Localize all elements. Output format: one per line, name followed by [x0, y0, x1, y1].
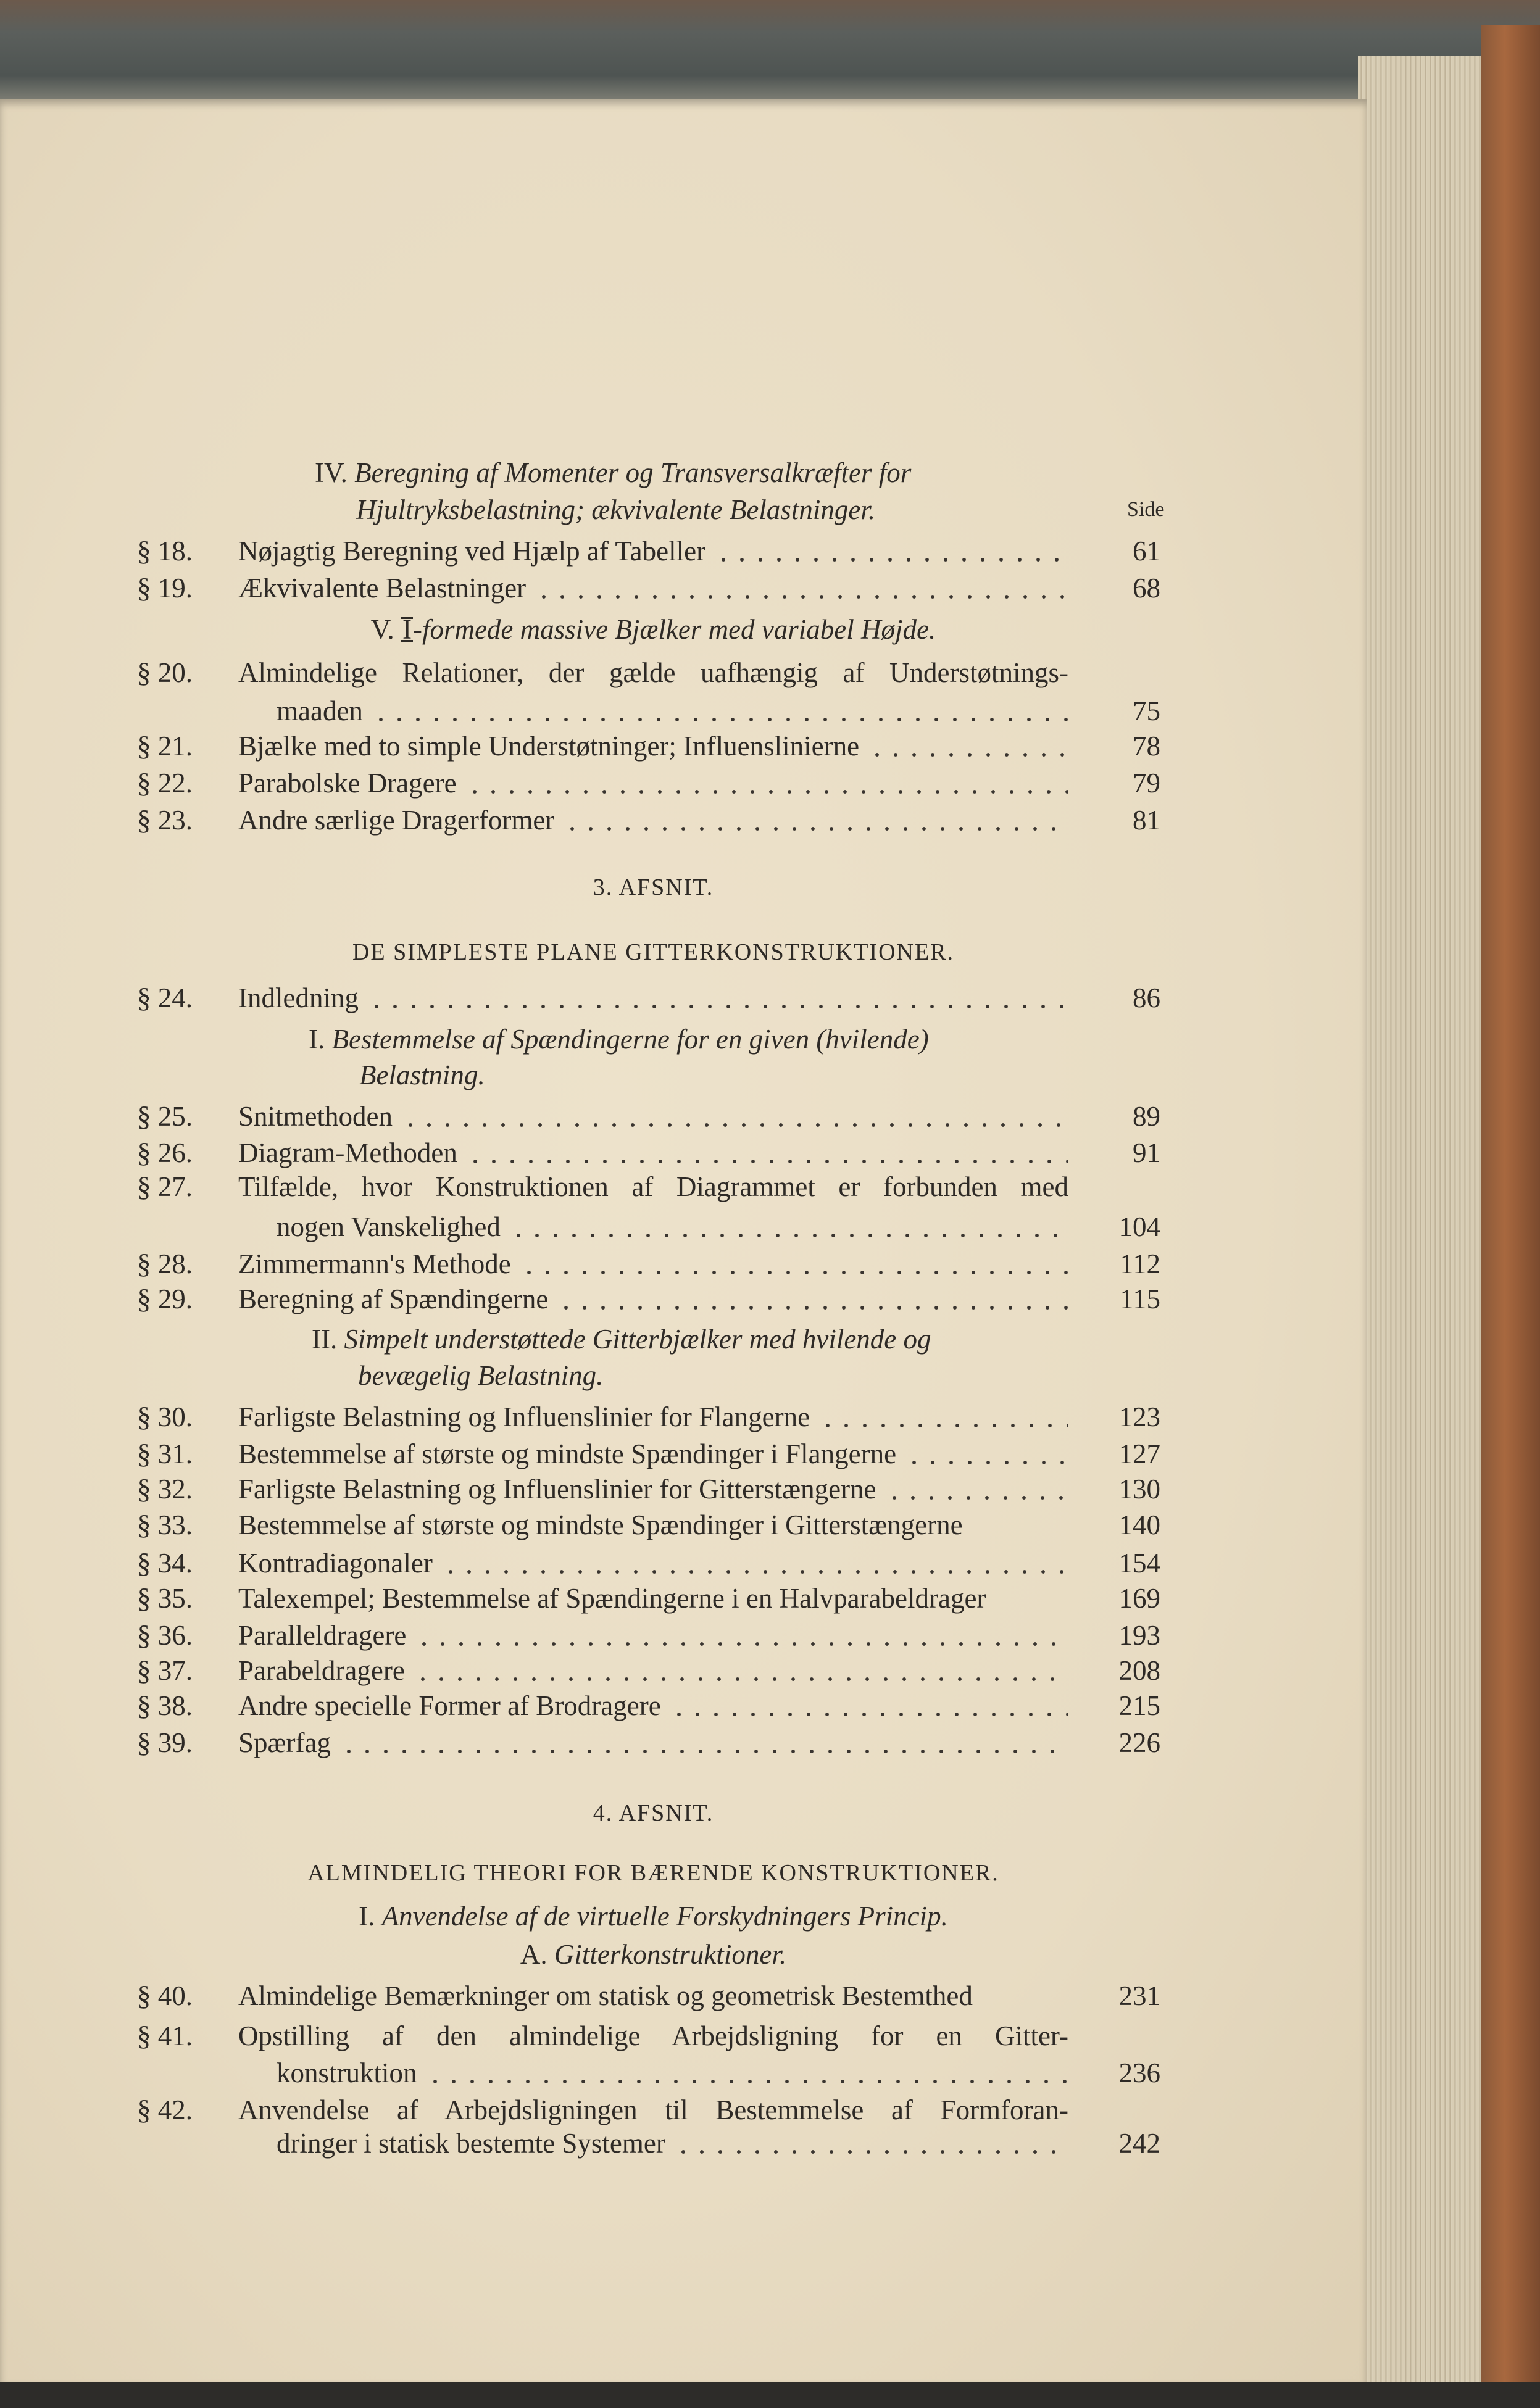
entry-line	[238, 1581, 1068, 1616]
toc-entry	[0, 1282, 1173, 1316]
entry-line	[277, 1210, 1068, 1244]
entry-line	[238, 1099, 1068, 1134]
toc-entry	[0, 1169, 1173, 1204]
entry-text: Ækvivalente Belastninger	[238, 573, 527, 604]
entry-text: Simpelt understøttede Gitterbjælker med hvilende og	[344, 1324, 931, 1355]
section-number: § 37.	[137, 1655, 193, 1686]
toc-entry	[0, 1618, 1173, 1653]
dot-leader	[563, 803, 1068, 837]
page-number: 115	[1120, 1284, 1160, 1314]
section-number: V.	[370, 614, 394, 645]
entry-text: Almindelige Relationer, der gælde uafhængig af Understøtnings-	[238, 657, 1068, 688]
entry-line	[238, 2093, 1068, 2127]
entry-line	[238, 534, 1068, 568]
book-cover-edge	[1481, 25, 1540, 2394]
entry-text: Bjælke med to simple Understøtninger; Influenslinierne	[238, 731, 860, 762]
section-number: A.	[520, 1939, 547, 1970]
entry-line	[238, 1688, 1068, 1723]
page-number: 231	[1118, 1980, 1160, 2011]
entry-text: Paralleldragere	[238, 1620, 407, 1651]
entry-text: Talexempel; Bestemmelse af Spændingerne i en Halvparabeldrager	[238, 1583, 986, 1614]
toc-entry	[0, 1400, 1173, 1434]
page-number: 68	[1133, 573, 1160, 604]
entry-line	[238, 1247, 1068, 1281]
toc-entry	[0, 729, 1173, 763]
section-number: § 32.	[137, 1474, 193, 1505]
entry-text: Beregning af Spændingerne	[238, 1284, 549, 1314]
entry-text: nogen Vanskelighed	[277, 1211, 501, 1242]
toc-entry	[0, 1099, 1173, 1134]
toc-entry	[0, 571, 1173, 605]
entry-text: Anvendelse af de virtuelle Forskydningers Princip.	[381, 1901, 948, 1932]
page-number: 242	[1118, 2128, 1160, 2159]
subsection-heading	[238, 1937, 1068, 1972]
toc-entry-cont	[0, 694, 1173, 728]
toc-entry	[0, 1508, 1173, 1542]
entry-text: Nøjagtig Beregning ved Hjælp af Tabeller	[238, 536, 706, 567]
toc-entry	[0, 1725, 1173, 1760]
page-number: 104	[1118, 1211, 1160, 1242]
entry-text: Indledning	[238, 982, 359, 1013]
section-number: § 27.	[137, 1171, 193, 1202]
section-heading	[309, 1022, 1074, 1057]
entry-text: Hjultryksbelastning; ækvivalente Belastninger.	[356, 494, 876, 525]
section-number: II.	[312, 1324, 338, 1355]
section-number: § 29.	[137, 1284, 193, 1314]
page-number: 127	[1118, 1439, 1160, 1469]
entry-line	[238, 1472, 1068, 1506]
dot-leader	[339, 1725, 1068, 1760]
toc-entry	[0, 1546, 1173, 1580]
dot-leader	[905, 1437, 1068, 1471]
section-number: § 41.	[137, 2020, 193, 2051]
entry-line	[238, 766, 1068, 800]
bottom-edge	[0, 2382, 1540, 2408]
section-number: § 28.	[137, 1248, 193, 1279]
toc-entry	[0, 1978, 1173, 2013]
section-number: § 38.	[137, 1690, 193, 1721]
entry-text: dringer i statisk bestemte Systemer	[277, 2128, 665, 2159]
section-heading	[238, 612, 1068, 647]
side-column-label: Side	[1127, 498, 1165, 521]
page-number: 112	[1120, 1248, 1160, 1279]
entry-line	[238, 1282, 1068, 1316]
section-number: IV.	[315, 457, 348, 488]
section-number: § 33.	[137, 1509, 193, 1540]
entry-line	[238, 1725, 1068, 1760]
page-number: 78	[1133, 731, 1160, 762]
toc-entry	[0, 534, 1173, 568]
entry-text: Kontradiagonaler	[238, 1548, 433, 1579]
entry-line	[238, 1618, 1068, 1653]
dot-leader	[441, 1546, 1068, 1580]
page-number: 61	[1133, 536, 1160, 567]
section-number: § 31.	[137, 1439, 193, 1469]
toc-entry-cont	[0, 2126, 1173, 2161]
page-number: 130	[1118, 1474, 1160, 1505]
section-number: § 21.	[137, 731, 193, 762]
entry-line	[238, 2019, 1068, 2053]
page-number: 169	[1118, 1583, 1160, 1614]
section-number: § 42.	[137, 2095, 193, 2125]
section-heading	[238, 1899, 1068, 1933]
entry-line	[238, 571, 1068, 605]
entry-text: Opstilling af den almindelige Arbejdsligning for en Gitter-	[238, 2020, 1068, 2051]
dot-leader	[401, 1099, 1068, 1134]
toc-entry	[0, 1472, 1173, 1506]
entry-text: Beregning af Momenter og Transversalkræfter for	[354, 457, 912, 488]
toc-entry	[0, 1688, 1173, 1723]
part-title: ALMINDELIG THEORI FOR BÆRENDE KONSTRUKTIONER.	[307, 1860, 999, 1886]
entry-text: Parabeldragere	[238, 1655, 405, 1686]
dot-leader	[367, 981, 1068, 1015]
dot-leader	[520, 1247, 1068, 1281]
dot-leader	[714, 534, 1068, 568]
section-heading-cont	[359, 1058, 730, 1092]
dot-leader	[535, 571, 1068, 605]
page-stack-edge	[1358, 56, 1491, 2382]
entry-text: Andre særlige Dragerformer	[238, 805, 555, 836]
section-number: § 25.	[137, 1101, 193, 1132]
entry-text: Snitmethoden	[238, 1101, 393, 1132]
entry-text: bevægelig Belastning.	[358, 1360, 604, 1391]
entry-text: Almindelige Bemærkninger om statisk og geometrisk Bestemthed	[238, 1980, 973, 2011]
dot-leader	[885, 1472, 1068, 1506]
section-number: § 26.	[137, 1137, 193, 1168]
entry-text: Bestemmelse af største og mindste Spændinger i Gitterstængerne	[238, 1509, 963, 1540]
page-number: 140	[1118, 1509, 1160, 1540]
entry-line	[277, 2056, 1068, 2090]
toc-entry	[0, 1581, 1173, 1616]
section-number: § 20.	[137, 657, 193, 688]
entry-text: Tilfælde, hvor Konstruktionen af Diagrammet er forbunden med	[238, 1171, 1068, 1202]
section-number: I.	[309, 1024, 325, 1055]
entry-text: Bestemmelse af største og mindste Spændinger i Flangerne	[238, 1439, 897, 1469]
entry-line	[238, 1978, 1068, 2013]
page-number: 193	[1118, 1620, 1160, 1651]
section-number: § 39.	[137, 1727, 193, 1758]
section-number: § 30.	[137, 1401, 193, 1432]
section-number: § 40.	[137, 1980, 193, 2011]
entry-text: Spærfag	[238, 1727, 331, 1758]
page-number: 91	[1133, 1137, 1160, 1168]
section-number: § 36.	[137, 1620, 193, 1651]
dot-leader	[465, 766, 1068, 800]
section-number: § 19.	[137, 573, 193, 604]
entry-text: Zimmermann's Methode	[238, 1248, 511, 1279]
page-number: 75	[1133, 695, 1160, 726]
toc-entry-cont	[0, 1210, 1173, 1244]
part-label: 4. AFSNIT.	[593, 1800, 714, 1826]
entry-text: Farligste Belastning og Influenslinier for Flangerne	[238, 1401, 810, 1432]
section-number: § 18.	[137, 536, 193, 567]
entry-line	[277, 694, 1068, 728]
page-number: 154	[1118, 1548, 1160, 1579]
entry-text: Diagram-Methoden	[238, 1137, 457, 1168]
entry-line	[238, 803, 1068, 837]
page-number: 123	[1118, 1401, 1160, 1432]
entry-line	[238, 655, 1068, 690]
entry-text: Bestemmelse af Spændingerne for en given (hvilende)	[331, 1024, 929, 1055]
entry-text: konstruktion	[277, 2057, 417, 2088]
toc-entry	[0, 655, 1173, 690]
entry-line	[238, 1169, 1068, 1204]
dot-leader	[868, 729, 1068, 763]
section-heading	[312, 1322, 1074, 1356]
entry-text: Belastning.	[359, 1060, 485, 1090]
entry-text: Anvendelse af Arbejdsligningen til Bestemmelse af Formforan-	[238, 2095, 1068, 2125]
toc-entry	[0, 2019, 1173, 2053]
page-number: 81	[1133, 805, 1160, 836]
toc-entry	[0, 1135, 1173, 1170]
section-heading	[315, 455, 1074, 490]
entry-text: Parabolske Dragere	[238, 768, 457, 799]
i-beam-symbol: I	[402, 614, 412, 645]
entry-line	[238, 1508, 1068, 1542]
part-label: 3. AFSNIT.	[593, 874, 714, 900]
entry-text: Gitterkonstruktioner.	[554, 1939, 787, 1970]
dot-leader	[415, 1618, 1068, 1653]
entry-line	[277, 2126, 1068, 2161]
entry-line	[238, 1546, 1068, 1580]
section-number: § 23.	[137, 805, 193, 836]
toc-entry-cont	[0, 2056, 1173, 2090]
page-number: 89	[1133, 1101, 1160, 1132]
book-top-edge	[0, 0, 1540, 108]
section-number: I.	[359, 1901, 375, 1932]
dot-leader	[414, 1653, 1068, 1688]
dot-leader	[509, 1210, 1068, 1244]
page-number: 226	[1118, 1727, 1160, 1758]
toc-entry	[0, 766, 1173, 800]
dot-leader	[557, 1282, 1068, 1316]
part-title: DE SIMPLESTE PLANE GITTERKONSTRUKTIONER.	[352, 939, 955, 965]
toc-entry	[0, 1437, 1173, 1471]
entry-line	[238, 1135, 1068, 1170]
page-number: 215	[1118, 1690, 1160, 1721]
dot-leader	[426, 2056, 1068, 2090]
section-number: § 34.	[137, 1548, 193, 1579]
dot-leader	[674, 2126, 1068, 2161]
page-number: 79	[1133, 768, 1160, 799]
toc-entry	[0, 2093, 1173, 2127]
entry-line	[238, 1653, 1068, 1688]
entry-line	[238, 1400, 1068, 1434]
entry-text: Andre specielle Former af Brodragere	[238, 1690, 661, 1721]
page-number: 236	[1118, 2057, 1160, 2088]
section-heading-cont	[356, 492, 1035, 527]
entry-line	[238, 981, 1068, 1015]
page-number: 208	[1118, 1655, 1160, 1686]
entry-text: maaden	[277, 695, 363, 726]
entry-line	[238, 729, 1068, 763]
toc-entry	[0, 1247, 1173, 1281]
toc-entry	[0, 1653, 1173, 1688]
dot-leader	[466, 1135, 1068, 1170]
entry-line	[238, 1437, 1068, 1471]
section-number: § 24.	[137, 982, 193, 1013]
dot-leader	[818, 1400, 1068, 1434]
dot-leader	[670, 1688, 1068, 1723]
section-number: § 22.	[137, 768, 193, 799]
toc-entry	[0, 803, 1173, 837]
dot-leader	[372, 694, 1068, 728]
entry-text: -formede massive Bjælker med variabel Højde.	[412, 614, 936, 645]
section-heading-cont	[358, 1358, 790, 1393]
toc-entry	[0, 981, 1173, 1015]
page-number: 86	[1133, 982, 1160, 1013]
section-number: § 35.	[137, 1583, 193, 1614]
entry-text: Farligste Belastning og Influenslinier for Gitterstængerne	[238, 1474, 876, 1505]
